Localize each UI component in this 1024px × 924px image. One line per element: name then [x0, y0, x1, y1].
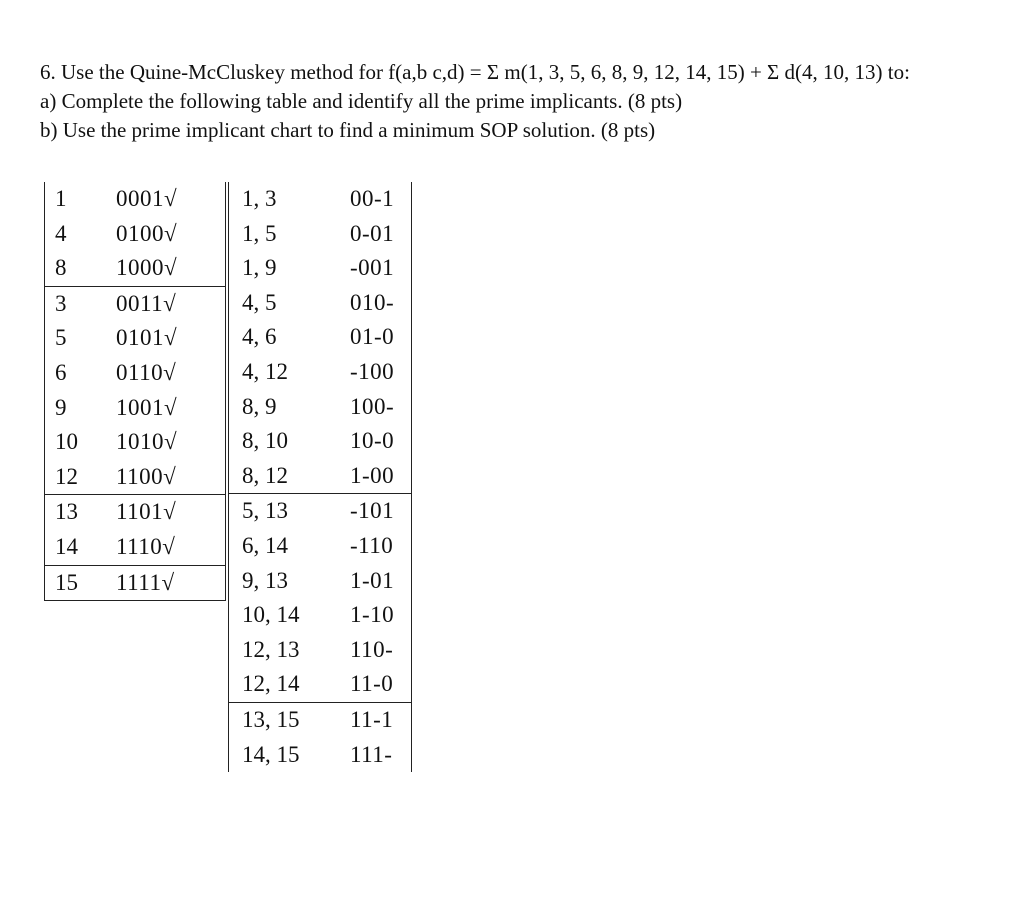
minterm-pair: 1, 3 [242, 186, 277, 211]
table-group [45, 494, 225, 564]
pair-code: -101 [350, 498, 395, 524]
pair-code: 0-01 [350, 220, 395, 246]
pair-table [228, 182, 412, 772]
table-row [229, 703, 411, 738]
minterm-pair: 1, 5 [242, 220, 277, 246]
minterm-pair: 4, 5 [242, 289, 277, 315]
table-row [45, 287, 225, 322]
minterm-number: 10 [55, 429, 78, 455]
minterm-binary: 1110√ [116, 533, 176, 559]
pair-code: 11-1 [350, 706, 394, 732]
pair-code: 11-0 [350, 671, 394, 697]
table-group [45, 565, 225, 601]
minterm-binary: 0011√ [116, 290, 177, 316]
question-text [40, 58, 1020, 145]
table-row [229, 459, 411, 494]
table-row [229, 390, 411, 425]
table-group [229, 182, 411, 493]
minterm-pair: 6, 14 [242, 532, 288, 558]
table-row [229, 633, 411, 668]
table-row [229, 529, 411, 564]
minterm-number: 12 [55, 463, 78, 489]
minterm-pair: 12, 13 [242, 636, 300, 662]
table-group [45, 286, 225, 495]
table-row [45, 530, 225, 565]
table-row [45, 356, 225, 391]
table-row [45, 251, 225, 286]
minterm-pair: 13, 15 [242, 706, 300, 732]
minterm-binary: 1111√ [116, 569, 175, 595]
table-group [229, 493, 411, 702]
pair-code: 110- [350, 636, 394, 662]
minterm-binary: 0001√ [116, 186, 178, 211]
pair-code: 111- [350, 741, 393, 767]
minterm-binary: 1001√ [116, 394, 178, 420]
pair-code: 010- [350, 289, 395, 315]
minterm-pair: 1, 9 [242, 255, 277, 281]
table-group [45, 182, 225, 286]
pair-code: 1-00 [350, 462, 395, 488]
minterm-binary: 0100√ [116, 220, 178, 246]
minterm-pair: 5, 13 [242, 498, 288, 524]
table-row [45, 391, 225, 426]
minterm-number: 14 [55, 533, 78, 559]
minterm-pair: 12, 14 [242, 671, 300, 697]
minterm-number: 13 [55, 499, 78, 525]
table-row [229, 182, 411, 217]
table-row [45, 495, 225, 530]
table-row [229, 251, 411, 286]
minterm-pair: 4, 6 [242, 324, 277, 350]
pair-code: 1-01 [350, 567, 395, 593]
minterm-number: 5 [55, 325, 67, 351]
table-row [229, 320, 411, 355]
minterm-binary: 1010√ [116, 429, 178, 455]
pair-code: 01-0 [350, 324, 395, 350]
minterm-pair: 10, 14 [242, 602, 300, 628]
minterm-pair: 8, 12 [242, 462, 288, 488]
minterm-pair: 8, 9 [242, 393, 277, 419]
table-row [45, 460, 225, 495]
pair-code: 00-1 [350, 186, 395, 211]
table-group [229, 702, 411, 772]
minterm-binary: 0101√ [116, 325, 178, 351]
question-part-a: a) Complete the following table and identify all the prime implicants. (8 pts) [40, 89, 683, 113]
minterm-table [44, 182, 226, 601]
pair-code: 100- [350, 393, 395, 419]
minterm-number: 6 [55, 359, 67, 385]
minterm-pair: 9, 13 [242, 567, 288, 593]
table-row [45, 321, 225, 356]
table-row [45, 182, 225, 217]
minterm-number: 4 [55, 220, 67, 246]
pair-code: -100 [350, 358, 395, 384]
minterm-number: 1 [55, 186, 67, 211]
minterm-number: 3 [55, 290, 67, 316]
minterm-binary: 1000√ [116, 255, 178, 281]
pair-code: -001 [350, 255, 395, 281]
table-row [45, 217, 225, 252]
minterm-pair: 4, 12 [242, 358, 288, 384]
table-row [229, 738, 411, 773]
pair-code: -110 [350, 532, 394, 558]
minterm-pair: 8, 10 [242, 428, 288, 454]
table-row [229, 424, 411, 459]
minterm-pair: 14, 15 [242, 741, 300, 767]
pair-code: 1-10 [350, 602, 395, 628]
table-row [229, 598, 411, 633]
pair-code: 10-0 [350, 428, 395, 454]
minterm-number: 9 [55, 394, 67, 420]
minterm-binary: 1100√ [116, 463, 177, 489]
table-row [229, 667, 411, 702]
table-row [229, 564, 411, 599]
question-part-b: b) Use the prime implicant chart to find a minimum SOP solution. (8 pts) [40, 118, 656, 142]
table-row [45, 566, 225, 601]
table-row [45, 425, 225, 460]
question-line-1: 6. Use the Quine-McCluskey method for f(a,b c,d) = Σ m(1, 3, 5, 6, 8, 9, 12, 14, 15) + Σ d(4, 10, 13) to: [40, 60, 910, 84]
minterm-number: 15 [55, 569, 78, 595]
minterm-binary: 1101√ [116, 499, 177, 525]
minterm-binary: 0110√ [116, 359, 177, 385]
table-row [229, 286, 411, 321]
table-row [229, 355, 411, 390]
minterm-number: 8 [55, 255, 67, 281]
table-row [229, 494, 411, 529]
table-row [229, 217, 411, 252]
